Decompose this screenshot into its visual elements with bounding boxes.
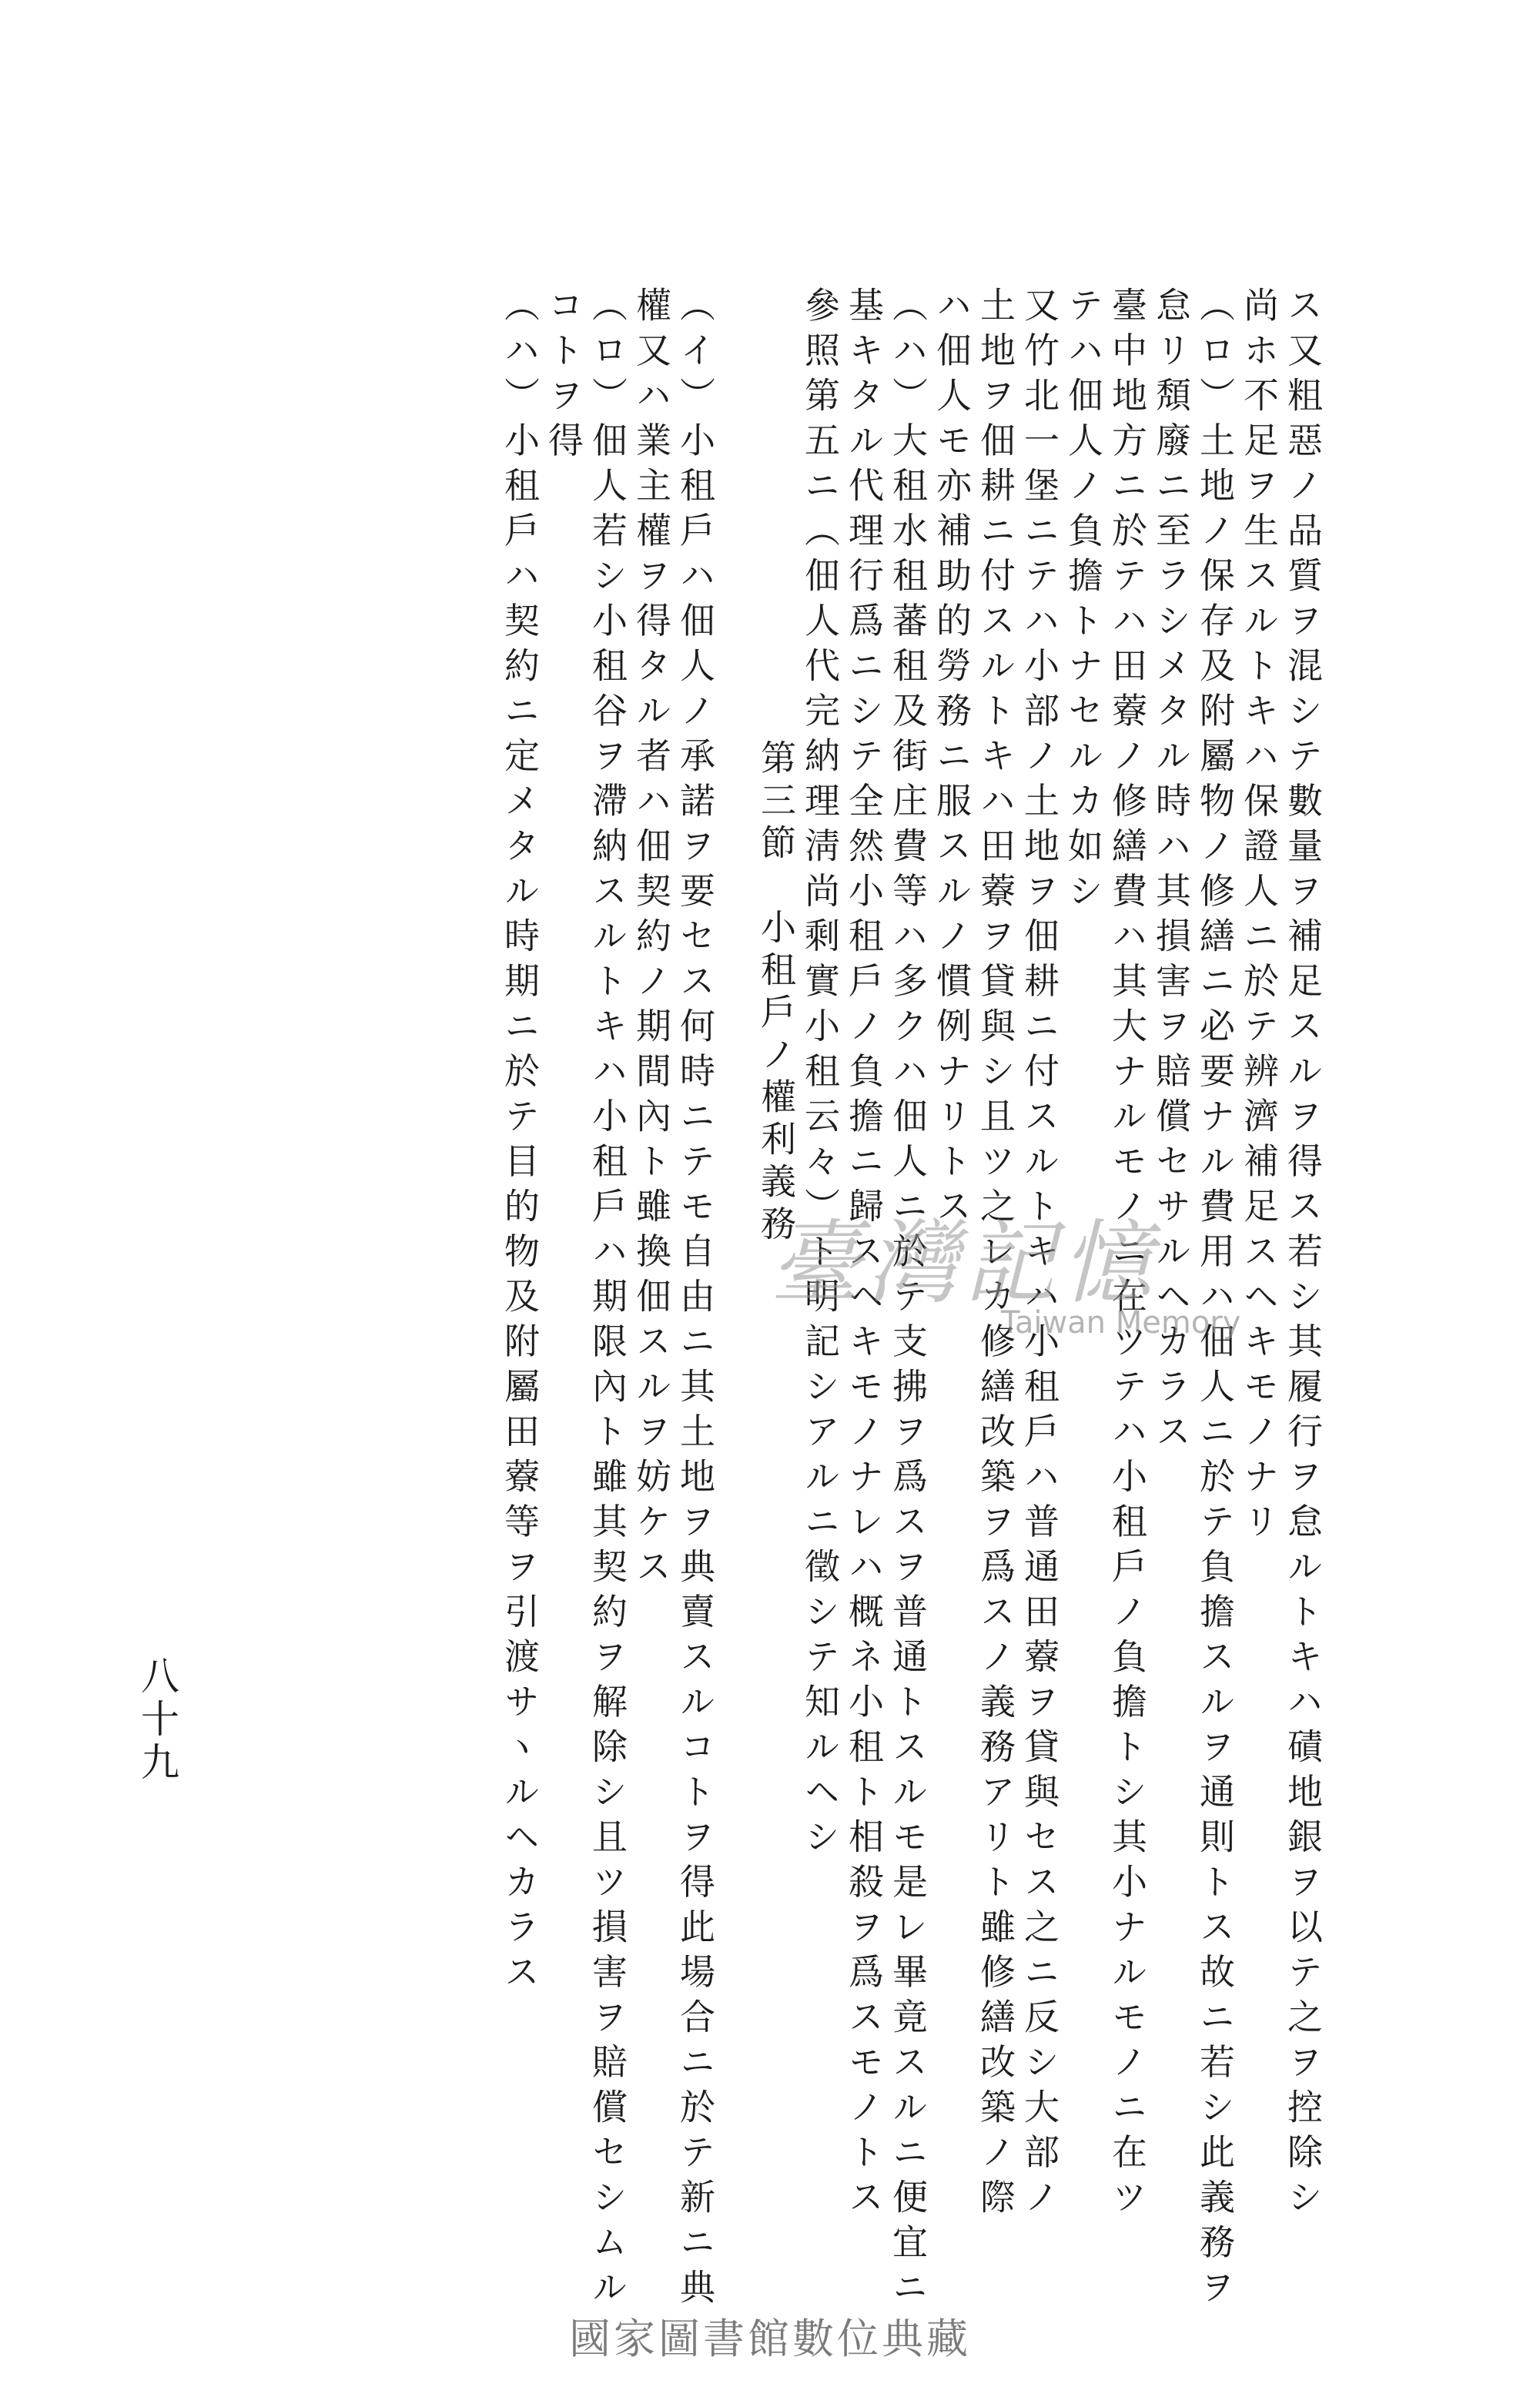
text-column-16: コトヲ得 — [543, 286, 584, 467]
text-column-5: 臺中地方ニ於テハ田藔ノ修繕費ハ其大ナルモノニ在ツテハ小租戶ノ負擔トシ其小ナルモノニ在ツ — [1106, 286, 1148, 2224]
text-column-1: ス又粗惡ノ品質ヲ混シテ數量ヲ補足スルヲ得ス若シ其履行ヲ怠ルトキハ磧地銀ヲ以テ之ヲ控除シ — [1282, 286, 1324, 2224]
watermark-title: 臺灣記憶 — [770, 1210, 1159, 1316]
section-heading: 第三節 小租戶ノ權利義務 — [755, 739, 797, 1247]
text-column-2: 尚ホ不足ヲ生スルトキハ保證人ニ於テ辨濟補足スヘキモノナリ — [1238, 286, 1280, 1548]
text-column-12: 參照第五ニ（佃人代完納理淸尚剩實小租云々）ト明記シアルニ徵シテ知ルヘシ — [799, 286, 841, 1863]
text-column-9: ハ佃人モ亦補助的勞務ニ服スルノ慣例ナリトス — [931, 286, 973, 1233]
text-column-11: 基キタル代理行爲ニシテ全然小租戶ノ負擔ニ歸スヘキモノナレハ概ネ小租ト相殺ヲ爲スモノトス — [843, 286, 885, 2224]
watermark-subtitle: Taiwan Memory — [1001, 1305, 1241, 1341]
text-column-17: （ハ）小租戶ハ契約ニ定メタル時期ニ於テ目的物及附屬田藔等ヲ引渡サヽルヘカラス — [499, 286, 541, 1998]
text-column-3: （ロ）土地ノ保存及附屬物ノ修繕ニ必要ナル費用ハ佃人ニ於テ負擔スルヲ通則トス故ニ若シ此義務ヲ — [1194, 286, 1236, 2314]
text-column-7: 又竹北一堡ニテハ小部ノ土地ヲ佃耕ニ付スルトキハ小租戶ハ普通田藔ヲ貸與セス之ニ反シ大部ノ — [1019, 286, 1060, 2224]
text-column-6: テハ佃人ノ負擔トナセルカ如シ — [1063, 286, 1104, 917]
text-column-15: （ロ）佃人若シ小租谷ヲ滯納スルトキハ小租戶ハ期限內ト雖其契約ヲ解除シ且ツ損害ヲ賠償セシムル — [587, 286, 628, 2314]
text-column-8: 土地ヲ佃耕ニ付スルトキハ田藔ヲ貸與シ且ツ之レカ修繕改築ヲ爲スノ義務アリト雖修繕改築ノ際 — [975, 286, 1016, 2224]
text-column-4: 怠リ頽廢ニ至ラシメタル時ハ其損害ヲ賠償セサルヘカラス — [1150, 286, 1192, 1458]
page-number: 八十九 — [135, 1656, 179, 1785]
text-column-10: （ハ）大租水租蕃租及街庄費等ハ多クハ佃人ニ於テ支拂ヲ爲スヲ普通トスルモ是レ畢竟スルニ便宜ニ — [887, 286, 929, 2314]
text-column-14: 權又ハ業主權ヲ得タル者ハ佃契約ノ期間內ト雖換佃スルヲ妨ケス — [631, 286, 672, 1593]
text-column-13: （イ）小租戶ハ佃人ノ承諾ヲ要セス何時ニテモ自由ニ其土地ヲ典賣スルコトヲ得此場合ニ於テ新ニ典 — [675, 286, 716, 2314]
footer-credit: 國家圖書館數位典藏 — [569, 2315, 971, 2363]
